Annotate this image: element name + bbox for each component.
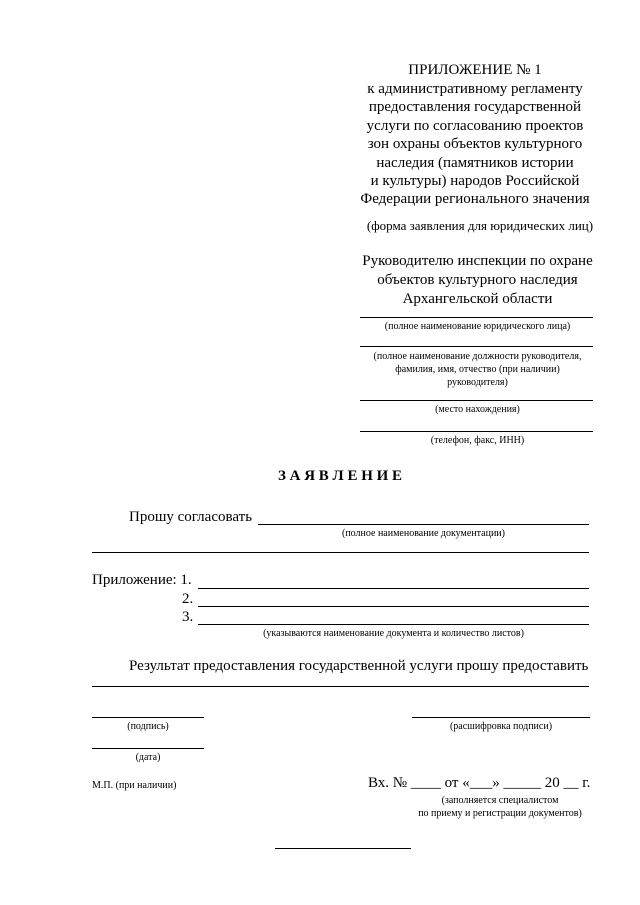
signature-field[interactable]	[92, 717, 204, 718]
attachment-2-number: 2.	[182, 591, 194, 607]
signature-caption: (подпись)	[127, 721, 169, 732]
registration-note	[400, 794, 600, 820]
addressee-line: объектов культурного наследия	[377, 272, 578, 288]
addressee-line: Руководителю инспекции по охране	[362, 253, 593, 269]
appendix-line: Федерации регионального значения	[360, 191, 590, 208]
attachment-2-field[interactable]	[198, 606, 589, 607]
date-caption: (дата)	[135, 752, 161, 763]
documentation-name-field[interactable]	[258, 524, 589, 525]
attachment-1-field[interactable]	[198, 588, 589, 589]
signature-decode-field[interactable]	[412, 717, 590, 718]
caption-line: фамилия, имя, отчество (при наличии)	[395, 364, 560, 375]
registration-number: Вх. № ____ от «___» _____ 20 __ г.	[368, 775, 591, 791]
location-caption: (место нахождения)	[435, 404, 520, 415]
addressee-line: Архангельской области	[402, 291, 553, 307]
documentation-name-field-continued[interactable]	[92, 552, 589, 553]
request-label: Прошу согласовать	[129, 509, 253, 525]
stamp-note: М.П. (при наличии)	[92, 780, 177, 791]
appendix-title: ПРИЛОЖЕНИЕ № 1	[408, 62, 542, 78]
location-field[interactable]	[360, 400, 593, 401]
appendix-line: предоставления государственной	[368, 99, 582, 116]
appendix-line: наследия (памятников истории	[376, 154, 574, 171]
caption-line: руководителя)	[447, 377, 508, 388]
result-text: Результат предоставления государственной услуги прошу предоставить	[129, 658, 589, 674]
attachment-3-field[interactable]	[198, 624, 589, 625]
legal-name-caption: (полное наименование юридического лица)	[384, 321, 571, 332]
contacts-field[interactable]	[360, 431, 593, 432]
legal-name-field[interactable]	[360, 317, 593, 318]
contacts-caption: (телефон, факс, ИНН)	[430, 435, 525, 446]
appendix-line: зон охраны объектов культурного	[367, 136, 583, 153]
appendix-line: к административному регламенту	[367, 81, 583, 97]
document-heading: З А Я В Л Е Н И Е	[277, 468, 403, 484]
appendix-line: и культуры) народов Российской	[370, 173, 580, 190]
caption-line: (полное наименование должности руководителя,	[373, 351, 582, 362]
addressee	[345, 252, 610, 309]
attachment-3-number: 3.	[182, 609, 194, 625]
date-field[interactable]	[92, 748, 204, 749]
registration-note-line: по приему и регистрации документов)	[418, 808, 582, 819]
documentation-name-caption: (полное наименование документации)	[342, 528, 505, 539]
head-name-field[interactable]	[360, 346, 593, 347]
form-type-note: (форма заявления для юридических лиц)	[366, 218, 594, 233]
footer-divider	[275, 848, 411, 849]
attachments-caption: (указываются наименование документа и количество листов)	[263, 628, 524, 639]
head-name-caption	[345, 350, 610, 389]
registration-note-line: (заполняется специалистом	[441, 795, 559, 806]
appendix-line: услуги по согласованию проектов	[366, 117, 584, 134]
result-method-field[interactable]	[92, 686, 589, 687]
appendix-text	[340, 80, 610, 209]
signature-decode-caption: (расшифровка подписи)	[449, 721, 553, 732]
attachments-label: Приложение: 1.	[92, 572, 192, 588]
